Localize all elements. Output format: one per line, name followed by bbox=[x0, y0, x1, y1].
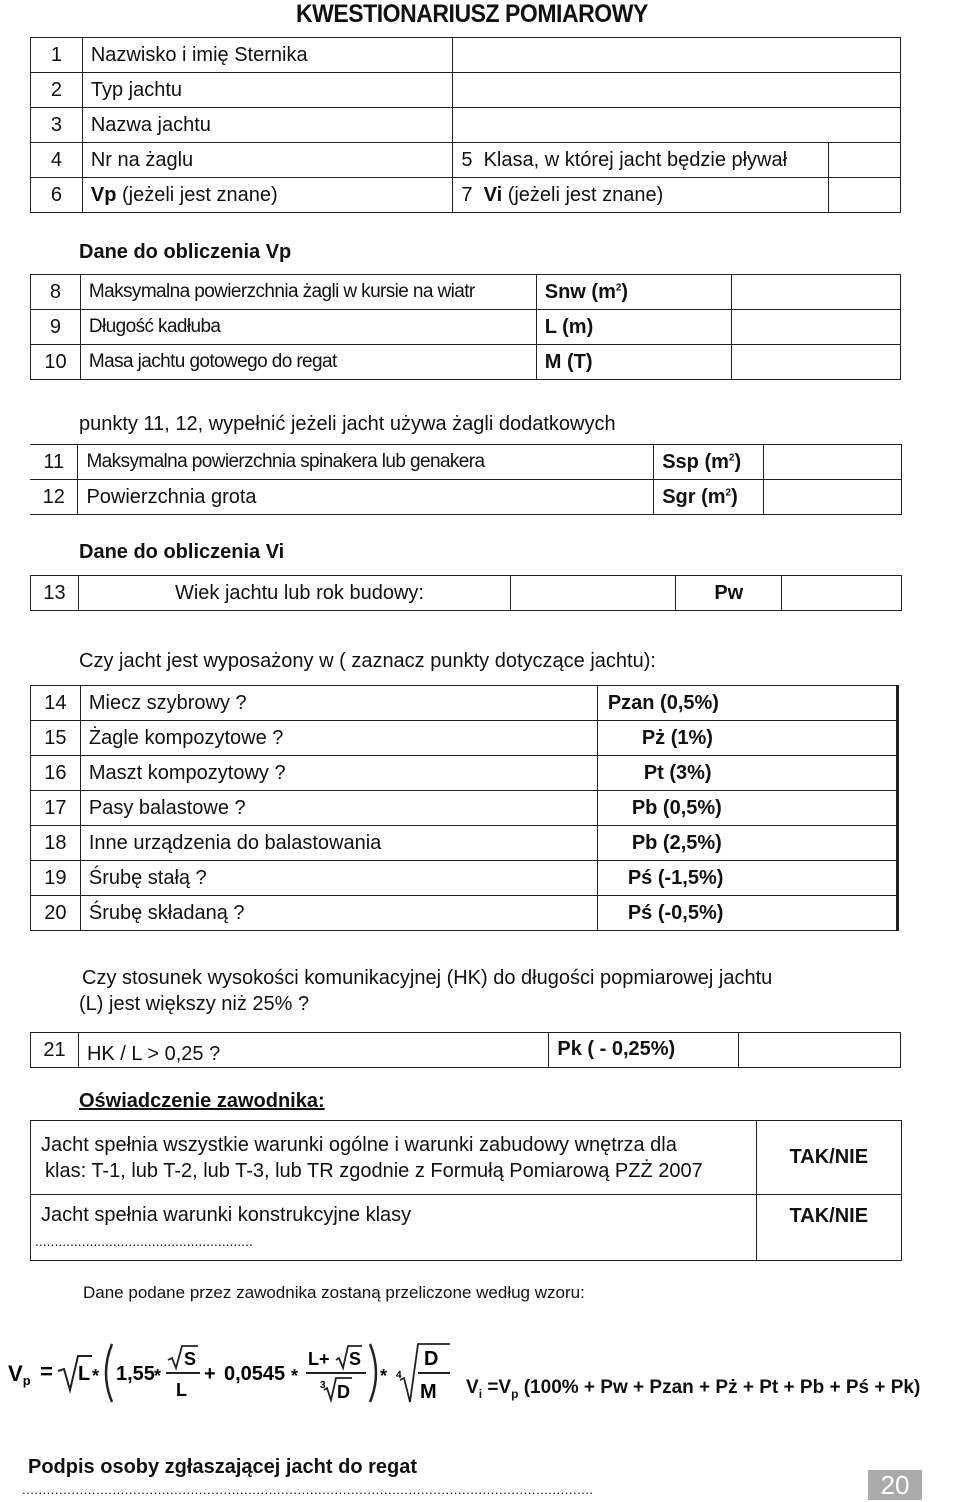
age-input[interactable] bbox=[510, 576, 676, 611]
paren-open bbox=[106, 1344, 112, 1402]
field-label: Masa jachtu gotowego do regat bbox=[80, 345, 536, 380]
field-label: Nazwa jachtu bbox=[82, 108, 452, 143]
row-number: 20 bbox=[31, 896, 81, 931]
field-label: Nr na żaglu bbox=[82, 143, 452, 178]
factor-label: Pt (3%) bbox=[597, 756, 897, 791]
formula-star: * bbox=[291, 1366, 299, 1386]
yacht-name-input[interactable] bbox=[453, 108, 901, 143]
table-row bbox=[31, 38, 901, 73]
yacht-type-input[interactable] bbox=[453, 73, 901, 108]
field-label[interactable]: Miecz szybrowy ? bbox=[80, 686, 597, 721]
mass-input[interactable] bbox=[732, 345, 901, 380]
section-vp-heading: Dane do obliczenia Vp bbox=[79, 241, 292, 263]
extra-sails-note: punkty 11, 12, wypełnić jeżeli jacht używa żagli dodatkowych bbox=[79, 413, 616, 435]
equipment-question: Czy jacht jest wyposażony w ( zaznacz punkty dotyczące jachtu): bbox=[79, 650, 656, 672]
unit-label: Ssp $(m^2)$ bbox=[654, 445, 764, 480]
formula-numerator: L+ bbox=[308, 1349, 330, 1369]
formula-star: * bbox=[92, 1366, 100, 1386]
table-row bbox=[30, 445, 902, 480]
field-label: Typ jachtu bbox=[82, 73, 452, 108]
field-label: Nazwisko i imię Sternika bbox=[82, 38, 452, 73]
field-label[interactable]: Maszt kompozytowy ? bbox=[80, 756, 597, 791]
page-number: 20 bbox=[868, 1470, 922, 1500]
formula-vp-symbol: Vp bbox=[8, 1361, 31, 1388]
answer-toggle[interactable]: TAK/NIE bbox=[756, 1121, 901, 1195]
row-number: 4 bbox=[31, 143, 83, 178]
formula-plus: + bbox=[204, 1363, 216, 1385]
unit-label: Pw bbox=[676, 576, 782, 611]
declaration-title: Oświadczenie zawodnika: bbox=[79, 1090, 325, 1112]
declaration-table bbox=[30, 1120, 902, 1261]
field-label: Maksymalna powierzchnia żagli w kursie na wiatr bbox=[80, 275, 536, 310]
row-number: 12 bbox=[30, 480, 78, 515]
table-row bbox=[31, 310, 901, 345]
formula-star: * bbox=[380, 1366, 388, 1386]
table-row bbox=[31, 686, 898, 721]
row-number: 11 bbox=[30, 445, 78, 480]
declaration-text: Jacht spełnia wszystkie warunki ogólne i warunki zabudowy wnętrza dla klas: T-1, lub T-2, lub T-3, lub TR zgodnie z Formułą Pomiarową PZŻ 2007 bbox=[31, 1121, 757, 1195]
name-input[interactable] bbox=[453, 38, 901, 73]
unit-label: L (m) bbox=[536, 310, 732, 345]
formula-S: S bbox=[184, 1349, 197, 1369]
general-info-table bbox=[30, 37, 901, 213]
field-label[interactable]: Żagle kompozytowe ? bbox=[80, 721, 597, 756]
row-number: 19 bbox=[31, 861, 81, 896]
vi-formula: $V_i =V_p$ (100% + Pw + Pzan + Pż + Pt + Pb + Pś + Pk) bbox=[466, 1377, 921, 1401]
table-row bbox=[31, 345, 901, 380]
factor-label: Pk ( - 0,25%) bbox=[549, 1033, 739, 1068]
mainsail-area-input[interactable] bbox=[764, 480, 902, 515]
field-label: 5 Klasa, w której jacht będzie pływał bbox=[453, 143, 829, 178]
formula-cube-index: 3 bbox=[320, 1380, 326, 1391]
table-row bbox=[31, 1195, 902, 1261]
field-label[interactable]: Inne urządzenia do balastowania bbox=[80, 826, 597, 861]
factor-label: Pś (-1,5%) bbox=[597, 861, 897, 896]
formula-coef-2: 0,0545 bbox=[224, 1363, 286, 1385]
table-row bbox=[31, 143, 901, 178]
unit-label: M (T) bbox=[536, 345, 732, 380]
row-number: 8 bbox=[31, 275, 81, 310]
formula-coef-1: 1,55 bbox=[116, 1363, 155, 1385]
signature-line[interactable]: ........................................................................................................................................... bbox=[22, 1482, 594, 1497]
sail-area-input[interactable] bbox=[732, 275, 901, 310]
table-row bbox=[31, 178, 901, 213]
table-row bbox=[31, 791, 898, 826]
page-title: KWESTIONARIUSZ POMIAROWY bbox=[296, 0, 648, 28]
table-row bbox=[31, 826, 898, 861]
row-number: 17 bbox=[31, 791, 81, 826]
formula-L: L bbox=[78, 1363, 91, 1385]
spinnaker-area-input[interactable] bbox=[764, 445, 902, 480]
table-row bbox=[31, 1033, 901, 1068]
unit-label: Snw $(m^2)$ bbox=[536, 275, 732, 310]
formula-star: * bbox=[154, 1366, 162, 1386]
formula-S: S bbox=[349, 1349, 362, 1369]
row-number: 21 bbox=[31, 1033, 79, 1068]
hk-table bbox=[30, 1032, 901, 1068]
pk-input[interactable] bbox=[739, 1033, 901, 1068]
row-number: 16 bbox=[31, 756, 81, 791]
formula-M: M bbox=[420, 1381, 437, 1403]
formula-D: D bbox=[424, 1348, 439, 1370]
signature-label: Podpis osoby zgłaszającej jacht do regat bbox=[28, 1456, 417, 1478]
vp-formula bbox=[6, 1338, 456, 1408]
row-number: 15 bbox=[31, 721, 81, 756]
table-row bbox=[31, 1121, 902, 1195]
vi-input[interactable] bbox=[829, 178, 901, 213]
field-label[interactable]: HK / L > 0,25 ? bbox=[78, 1033, 548, 1068]
age-table bbox=[30, 575, 902, 611]
hull-length-input[interactable] bbox=[732, 310, 901, 345]
formula-D: D bbox=[337, 1382, 350, 1402]
formula-fourth-root-index: 4 bbox=[396, 1370, 402, 1381]
table-row bbox=[31, 73, 901, 108]
answer-toggle[interactable]: TAK/NIE bbox=[756, 1195, 901, 1261]
hk-question-line2: (L) jest większy niż 25% ? bbox=[79, 993, 310, 1015]
paren-close bbox=[370, 1344, 376, 1402]
unit-label: Sgr $(m^2)$ bbox=[654, 480, 764, 515]
row-number: 3 bbox=[31, 108, 83, 143]
formula-eq: = bbox=[40, 1359, 53, 1384]
section-vi-heading: Dane do obliczenia Vi bbox=[79, 541, 285, 563]
field-label: Wiek jachtu lub rok budowy: bbox=[78, 576, 510, 611]
vp-table bbox=[30, 274, 901, 380]
table-row bbox=[31, 721, 898, 756]
row-number: 1 bbox=[31, 38, 83, 73]
field-label: Długość kadłuba bbox=[80, 310, 536, 345]
field-label[interactable]: Pasy balastowe ? bbox=[80, 791, 597, 826]
table-row bbox=[31, 896, 898, 931]
row-number: 18 bbox=[31, 826, 81, 861]
row-number: 10 bbox=[31, 345, 81, 380]
table-row bbox=[31, 861, 898, 896]
formula-L-denominator: L bbox=[176, 1380, 187, 1400]
extra-sails-table bbox=[30, 444, 902, 515]
declaration-text: Jacht spełnia warunki konstrukcyjne klasy ........................................................ bbox=[31, 1195, 757, 1261]
pw-input[interactable] bbox=[782, 576, 902, 611]
field-label: Vp (jeżeli jest znane) bbox=[82, 178, 452, 213]
field-label[interactable]: Śrubę stałą ? bbox=[80, 861, 597, 896]
row-number: 9 bbox=[31, 310, 81, 345]
class-input[interactable] bbox=[829, 143, 901, 178]
table-row bbox=[31, 576, 902, 611]
equipment-table bbox=[30, 685, 899, 931]
factor-label: Pś (-0,5%) bbox=[597, 896, 897, 931]
table-row bbox=[30, 480, 902, 515]
field-label: Powierzchnia grota bbox=[78, 480, 654, 515]
formula-note: Dane podane przez zawodnika zostaną przeliczone według wzoru: bbox=[83, 1283, 585, 1302]
row-number: 14 bbox=[31, 686, 81, 721]
field-label: Maksymalna powierzchnia spinakera lub genakera bbox=[78, 445, 654, 480]
factor-label: Pb (0,5%) bbox=[597, 791, 897, 826]
field-label: 7 Vi (jeżeli jest znane) bbox=[453, 178, 829, 213]
table-row bbox=[31, 275, 901, 310]
hk-question-line1: Czy stosunek wysokości komunikacyjnej (HK) do długości popmiarowej jachtu bbox=[82, 967, 773, 989]
factor-label: Pb (2,5%) bbox=[597, 826, 897, 861]
factor-label: Pż (1%) bbox=[597, 721, 897, 756]
row-number: 6 bbox=[31, 178, 83, 213]
factor-label: Pzan (0,5%) bbox=[597, 686, 897, 721]
field-label[interactable]: Śrubę składaną ? bbox=[80, 896, 597, 931]
row-number: 13 bbox=[31, 576, 79, 611]
row-number: 2 bbox=[31, 73, 83, 108]
table-row bbox=[31, 108, 901, 143]
table-row bbox=[31, 756, 898, 791]
